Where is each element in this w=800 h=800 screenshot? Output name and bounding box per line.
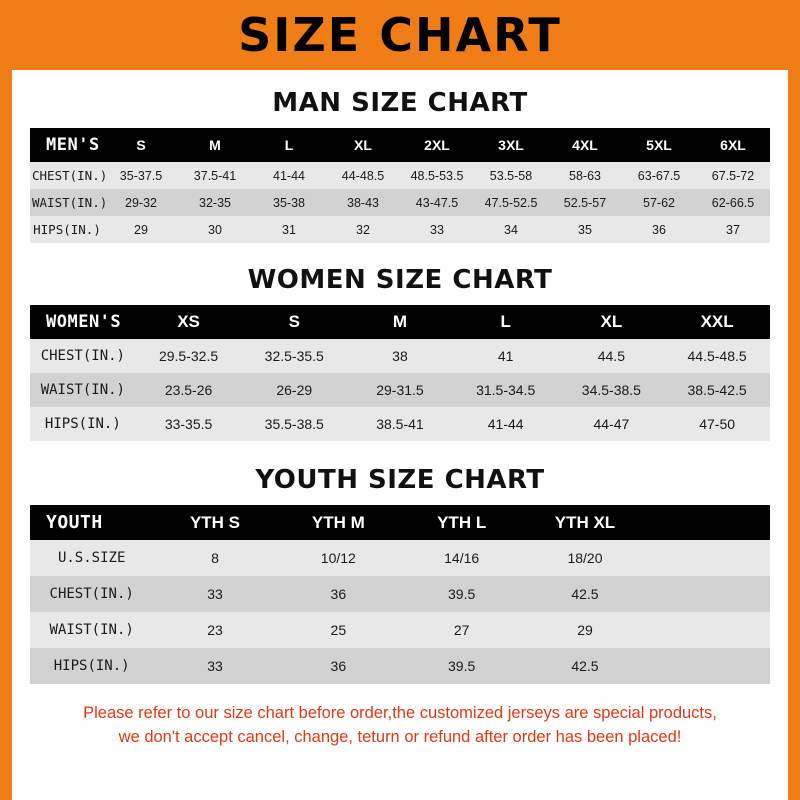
women-header-xxl: XXL — [700, 312, 734, 331]
cell: 44-47 — [593, 416, 630, 432]
women-table-body — [30, 339, 770, 441]
cell: 27 — [453, 622, 470, 638]
table-header-row — [30, 305, 770, 339]
table-row — [30, 339, 770, 373]
cell: 35 — [578, 222, 592, 237]
cell: 47.5-52.5 — [484, 195, 538, 210]
men-header-m: M — [209, 137, 221, 153]
youth-header-s: YTH S — [189, 512, 241, 532]
cell: 29.5-32.5 — [158, 348, 219, 364]
row-label: HIPS(IN.) — [33, 222, 101, 237]
row-label: WAIST(IN.) — [32, 195, 108, 210]
cell: 35-37.5 — [119, 168, 163, 183]
cell: 33 — [430, 222, 444, 237]
cell: 29 — [134, 222, 148, 237]
women-section-title: WOMEN SIZE CHART — [247, 265, 553, 295]
table-header-row — [30, 505, 770, 540]
cell: 44-48.5 — [341, 168, 385, 183]
women-table-header — [30, 305, 770, 339]
men-header-4xl: 4XL — [572, 137, 598, 153]
cell: 38-43 — [347, 195, 379, 210]
table-row — [30, 612, 770, 648]
cell — [647, 576, 770, 612]
cell: 29 — [577, 622, 593, 638]
cell: 33-35.5 — [164, 416, 213, 432]
row-label: CHEST(IN.) — [40, 348, 125, 364]
cell: 43-47.5 — [415, 195, 459, 210]
table-row — [30, 373, 770, 407]
cell: 25 — [330, 622, 347, 638]
women-header-m: M — [392, 312, 408, 331]
youth-size-section — [12, 465, 788, 684]
men-header-s: S — [136, 137, 146, 153]
cell: 35-38 — [273, 195, 305, 210]
cell: 52.5-57 — [563, 195, 607, 210]
table-row — [30, 162, 770, 189]
row-label: WAIST(IN.) — [40, 382, 125, 398]
youth-size-table — [30, 505, 770, 684]
notice-line-2: we don't accept cancel, change, teturn or refund after order has been placed! — [118, 727, 682, 746]
notice-line-1: Please refer to our size chart before order,the customized jerseys are special products, — [83, 704, 717, 722]
cell: 36 — [330, 586, 347, 602]
cell: 34 — [504, 222, 518, 237]
women-size-section — [12, 265, 788, 441]
women-header-s: S — [288, 312, 300, 331]
cell: 62-66.5 — [711, 195, 755, 210]
cell: 35.5-38.5 — [264, 416, 324, 432]
youth-section-title: YOUTH SIZE CHART — [255, 465, 545, 495]
cell: 53.5-58 — [489, 168, 533, 183]
cell: 32.5-35.5 — [264, 348, 324, 364]
row-label: HIPS(IN.) — [53, 658, 130, 674]
cell: 23 — [207, 622, 223, 638]
women-header-xs: XS — [177, 312, 200, 331]
cell: 10/12 — [320, 550, 356, 566]
cell: 42.5 — [571, 658, 599, 674]
row-label: U.S.SIZE — [57, 550, 126, 566]
youth-header-label: YOUTH — [46, 512, 103, 533]
women-size-table — [30, 305, 770, 441]
men-header-xl: XL — [354, 137, 372, 153]
youth-header-l: YTH L — [437, 512, 487, 532]
cell — [647, 540, 770, 576]
cell: 47-50 — [699, 416, 736, 432]
cell: 29-32 — [125, 195, 157, 210]
women-header-label: WOMEN'S — [46, 312, 122, 332]
page-title: SIZE CHART — [238, 8, 562, 62]
cell: 44.5-48.5 — [687, 348, 747, 364]
cell: 63-67.5 — [637, 168, 681, 183]
table-row — [30, 407, 770, 441]
cell: 32-35 — [199, 195, 231, 210]
cell: 41-44 — [487, 416, 524, 432]
men-header-l: L — [284, 137, 294, 153]
table-row — [30, 648, 770, 684]
cell — [647, 648, 770, 684]
cell: 31 — [282, 222, 296, 237]
cell: 36 — [330, 658, 347, 674]
table-row — [30, 189, 770, 216]
cell: 34.5-38.5 — [581, 382, 641, 398]
cell: 29-31.5 — [376, 382, 424, 398]
men-header-label: MEN'S — [46, 135, 100, 155]
order-notice — [28, 702, 772, 750]
cell: 48.5-53.5 — [410, 168, 464, 183]
cell: 41 — [497, 348, 514, 364]
cell: 33 — [207, 586, 223, 602]
cell: 41-44 — [273, 168, 305, 183]
table-row — [30, 216, 770, 243]
page-banner — [0, 0, 800, 70]
cell: 44.5 — [597, 348, 625, 364]
cell: 30 — [208, 222, 222, 237]
youth-header-m: YTH M — [311, 512, 365, 532]
women-header-l: L — [500, 312, 511, 331]
cell: 38.5-42.5 — [687, 382, 747, 398]
men-header-5xl: 5XL — [646, 137, 672, 153]
women-header-xl: XL — [600, 312, 623, 331]
row-label: CHEST(IN.) — [49, 586, 134, 602]
cell: 18/20 — [567, 550, 603, 566]
cell: 14/16 — [444, 550, 480, 566]
men-size-table — [30, 128, 770, 243]
cell: 26-29 — [276, 382, 313, 398]
cell: 38 — [392, 348, 408, 364]
men-table-header — [30, 128, 770, 162]
cell: 23.5-26 — [164, 382, 213, 398]
cell: 39.5 — [448, 586, 476, 602]
cell: 58-63 — [569, 168, 601, 183]
man-section-title: MAN SIZE CHART — [272, 88, 528, 118]
cell: 36 — [652, 222, 666, 237]
cell: 39.5 — [448, 658, 476, 674]
youth-header-xl: YTH XL — [554, 512, 616, 532]
row-label: WAIST(IN.) — [49, 622, 134, 638]
cell: 32 — [356, 222, 370, 237]
cell: 33 — [207, 658, 223, 674]
cell: 31.5-34.5 — [476, 382, 536, 398]
cell: 57-62 — [643, 195, 675, 210]
cell: 38.5-41 — [376, 416, 424, 432]
youth-header-spacer — [647, 505, 770, 540]
men-header-2xl: 2XL — [424, 137, 450, 153]
table-header-row — [30, 128, 770, 162]
cell: 37 — [726, 222, 740, 237]
cell: 67.5-72 — [711, 168, 755, 183]
youth-table-body — [30, 540, 770, 684]
youth-table-header — [30, 505, 770, 540]
table-row — [30, 576, 770, 612]
man-size-section — [12, 88, 788, 243]
cell: 42.5 — [571, 586, 599, 602]
men-table-body — [30, 162, 770, 243]
men-header-3xl: 3XL — [498, 137, 524, 153]
men-header-6xl: 6XL — [720, 137, 746, 153]
cell: 37.5-41 — [193, 168, 237, 183]
table-row — [30, 540, 770, 576]
row-label: HIPS(IN.) — [44, 416, 121, 432]
row-label: CHEST(IN.) — [32, 168, 108, 183]
cell: 8 — [211, 550, 219, 566]
cell — [647, 612, 770, 648]
